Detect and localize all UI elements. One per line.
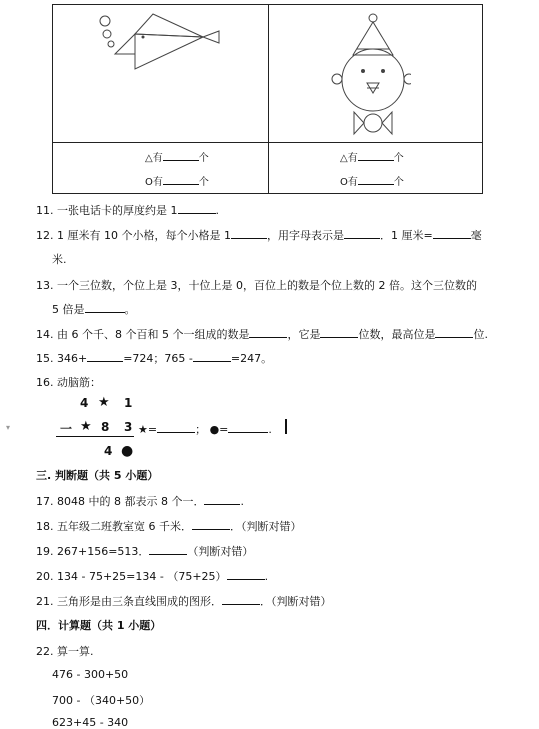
fish-eye-circle bbox=[142, 36, 145, 39]
answer-blank[interactable] bbox=[87, 350, 123, 362]
left-circle-unit: 个 bbox=[198, 177, 209, 188]
puzzle-row3-digit-4: 4 bbox=[104, 444, 113, 458]
question-title: 算一算. bbox=[57, 645, 94, 658]
left-triangle-count bbox=[145, 149, 209, 164]
star-answer-blank[interactable] bbox=[157, 421, 195, 433]
question-text: ，它是 bbox=[287, 328, 321, 341]
answer-blank[interactable] bbox=[231, 227, 267, 239]
answer-blank[interactable] bbox=[320, 326, 358, 338]
answer-blank[interactable] bbox=[433, 227, 471, 239]
question-tail: . bbox=[215, 204, 219, 217]
fish-figure bbox=[93, 9, 233, 74]
question-text: =724；765 - bbox=[123, 352, 193, 365]
fish-tail-triangle bbox=[203, 31, 219, 43]
question-text: 三角形是由三条直线围成的图形． bbox=[57, 595, 222, 608]
star-icon: ★ bbox=[98, 395, 110, 410]
question-number: 13. bbox=[36, 279, 54, 292]
question-text: 位. bbox=[473, 328, 488, 341]
question-number: 14. bbox=[36, 328, 54, 341]
calc-item-2: 700 - （340+50） bbox=[52, 694, 151, 707]
question-text: 位数，最高位是 bbox=[358, 328, 436, 341]
fish-body-triangle bbox=[135, 14, 203, 37]
right-triangle-blank[interactable] bbox=[358, 149, 394, 161]
answer-blank[interactable] bbox=[193, 350, 231, 362]
right-circle-unit: 个 bbox=[393, 177, 404, 188]
question-12 bbox=[36, 227, 482, 243]
question-11 bbox=[36, 202, 219, 218]
question-text: =247。 bbox=[230, 352, 273, 365]
left-circle-label: O有 bbox=[145, 177, 163, 188]
puzzle-row2-digit-8: 8 bbox=[101, 420, 110, 434]
question-number: 11. bbox=[36, 204, 54, 217]
question-14 bbox=[36, 326, 488, 342]
question-text: 8048 中的 8 都表示 8 个一． bbox=[57, 495, 205, 508]
question-number: 18. bbox=[36, 520, 54, 533]
question-text: ，用字母表示是 bbox=[266, 229, 344, 242]
question-15 bbox=[36, 350, 272, 366]
right-triangle-unit: 个 bbox=[393, 153, 404, 164]
answer-blank[interactable] bbox=[204, 493, 240, 505]
hat-pompom-circle bbox=[369, 14, 377, 22]
question-text: ； bbox=[195, 423, 207, 436]
puzzle-row1-digit-4: 4 bbox=[80, 396, 89, 410]
right-triangle-count bbox=[340, 149, 404, 164]
question-text: 。 bbox=[124, 303, 136, 316]
question-tail: . bbox=[264, 570, 269, 583]
star-icon: ★ bbox=[80, 419, 92, 434]
section-heading-calculation: 四．计算题（共 1 小题） bbox=[36, 619, 162, 632]
calc-item-3: 623+45 - 340 bbox=[52, 716, 129, 729]
answer-blank[interactable] bbox=[178, 202, 216, 214]
question-tail: . bbox=[240, 495, 244, 508]
right-circle-label: O有 bbox=[340, 177, 358, 188]
puzzle-row1-digit-1: 1 bbox=[124, 396, 133, 410]
fish-belly-triangle bbox=[135, 34, 203, 69]
margin-marker-icon: ▾ bbox=[6, 423, 11, 432]
right-bow-triangle bbox=[382, 112, 392, 134]
puzzle-sum-line bbox=[56, 436, 134, 437]
dot-answer-blank[interactable] bbox=[228, 421, 268, 433]
left-circle-count bbox=[145, 173, 209, 188]
question-tail: ．（判断对错） bbox=[260, 595, 332, 608]
puzzle-answers bbox=[138, 421, 272, 437]
question-number: 19. bbox=[36, 545, 54, 558]
question-text: 五年级二班教室宽 6 千米． bbox=[57, 520, 192, 533]
clown-figure bbox=[321, 9, 411, 139]
bow-center-circle bbox=[364, 114, 382, 132]
bubble-circle-medium bbox=[103, 30, 111, 38]
question-title: 动脑筋： bbox=[57, 376, 101, 389]
bubble-circle-large bbox=[100, 16, 110, 26]
fish-head-triangle bbox=[115, 34, 135, 54]
left-triangle-blank[interactable] bbox=[163, 149, 199, 161]
question-20 bbox=[36, 568, 268, 584]
answer-blank[interactable] bbox=[85, 301, 125, 313]
question-text: 346+ bbox=[57, 352, 88, 365]
question-number: 20. bbox=[36, 570, 54, 583]
left-triangle-unit: 个 bbox=[198, 153, 209, 164]
question-text: 毫 bbox=[470, 229, 482, 242]
question-number: 22. bbox=[36, 645, 54, 658]
answer-blank[interactable] bbox=[435, 326, 473, 338]
puzzle-row2-digit-3: 3 bbox=[124, 420, 133, 434]
question-18 bbox=[36, 518, 302, 534]
question-text: 267+156=513． bbox=[57, 545, 150, 558]
question-text: ．1 厘米= bbox=[379, 229, 433, 242]
dot-icon: ● bbox=[121, 443, 134, 459]
question-tail: ．（判断对错） bbox=[230, 520, 302, 533]
question-text: 1 厘米有 10 个小格，每个小格是 1 bbox=[57, 229, 231, 242]
answer-blank[interactable] bbox=[227, 568, 265, 580]
question-text: 134 - 75+25=134 - （75+25） bbox=[57, 570, 227, 583]
right-circle-count bbox=[340, 173, 404, 188]
question-text: . bbox=[268, 423, 272, 436]
puzzle-minus-sign: 一 bbox=[60, 422, 73, 436]
question-text: 一个三位数，个位上是 3，十位上是 0，百位上的数是个位上数的 2 倍。这个三位数的 bbox=[57, 279, 477, 292]
question-17 bbox=[36, 493, 244, 509]
left-triangle-label: △有 bbox=[145, 153, 163, 164]
left-bow-triangle bbox=[354, 112, 364, 134]
question-13-continuation bbox=[52, 301, 136, 317]
answer-blank[interactable] bbox=[249, 326, 287, 338]
left-circle-blank[interactable] bbox=[163, 173, 199, 185]
text-cursor bbox=[285, 419, 287, 434]
figure-table bbox=[52, 4, 483, 194]
answer-blank[interactable] bbox=[192, 518, 230, 530]
calc-item-1: 476 - 300+50 bbox=[52, 668, 129, 681]
question-tail: （判断对错） bbox=[187, 545, 254, 558]
section-heading-judgment: 三. 判断题（共 5 小题） bbox=[36, 469, 159, 482]
question-19 bbox=[36, 543, 253, 559]
table-divider-vertical bbox=[268, 5, 269, 193]
dot-answer-label: ●= bbox=[209, 423, 229, 436]
question-21 bbox=[36, 593, 332, 609]
left-eye-circle bbox=[361, 69, 365, 73]
right-triangle-label: △有 bbox=[340, 153, 358, 164]
table-divider-horizontal bbox=[53, 142, 482, 143]
face-circle bbox=[342, 49, 404, 111]
bubble-circle-small bbox=[108, 41, 114, 47]
left-ear-circle bbox=[332, 74, 342, 84]
question-text: 5 倍是 bbox=[52, 303, 85, 316]
question-number: 15. bbox=[36, 352, 54, 365]
right-circle-blank[interactable] bbox=[358, 173, 394, 185]
hat-triangle bbox=[353, 22, 393, 55]
question-12-continuation: 米. bbox=[52, 253, 67, 266]
right-ear-circle bbox=[404, 74, 411, 84]
answer-blank[interactable] bbox=[222, 593, 260, 605]
question-number: 17. bbox=[36, 495, 54, 508]
question-text: 一张电话卡的厚度约是 1 bbox=[57, 204, 178, 217]
question-number: 21. bbox=[36, 595, 54, 608]
star-answer-label: ★= bbox=[138, 423, 158, 436]
question-16 bbox=[36, 374, 101, 390]
question-22 bbox=[36, 643, 94, 659]
question-13 bbox=[36, 277, 477, 293]
answer-blank[interactable] bbox=[344, 227, 380, 239]
question-number: 12. bbox=[36, 229, 54, 242]
answer-blank[interactable] bbox=[149, 543, 187, 555]
question-number: 16. bbox=[36, 376, 54, 389]
question-text: 由 6 个千、8 个百和 5 个一组成的数是 bbox=[57, 328, 250, 341]
right-eye-circle bbox=[381, 69, 385, 73]
